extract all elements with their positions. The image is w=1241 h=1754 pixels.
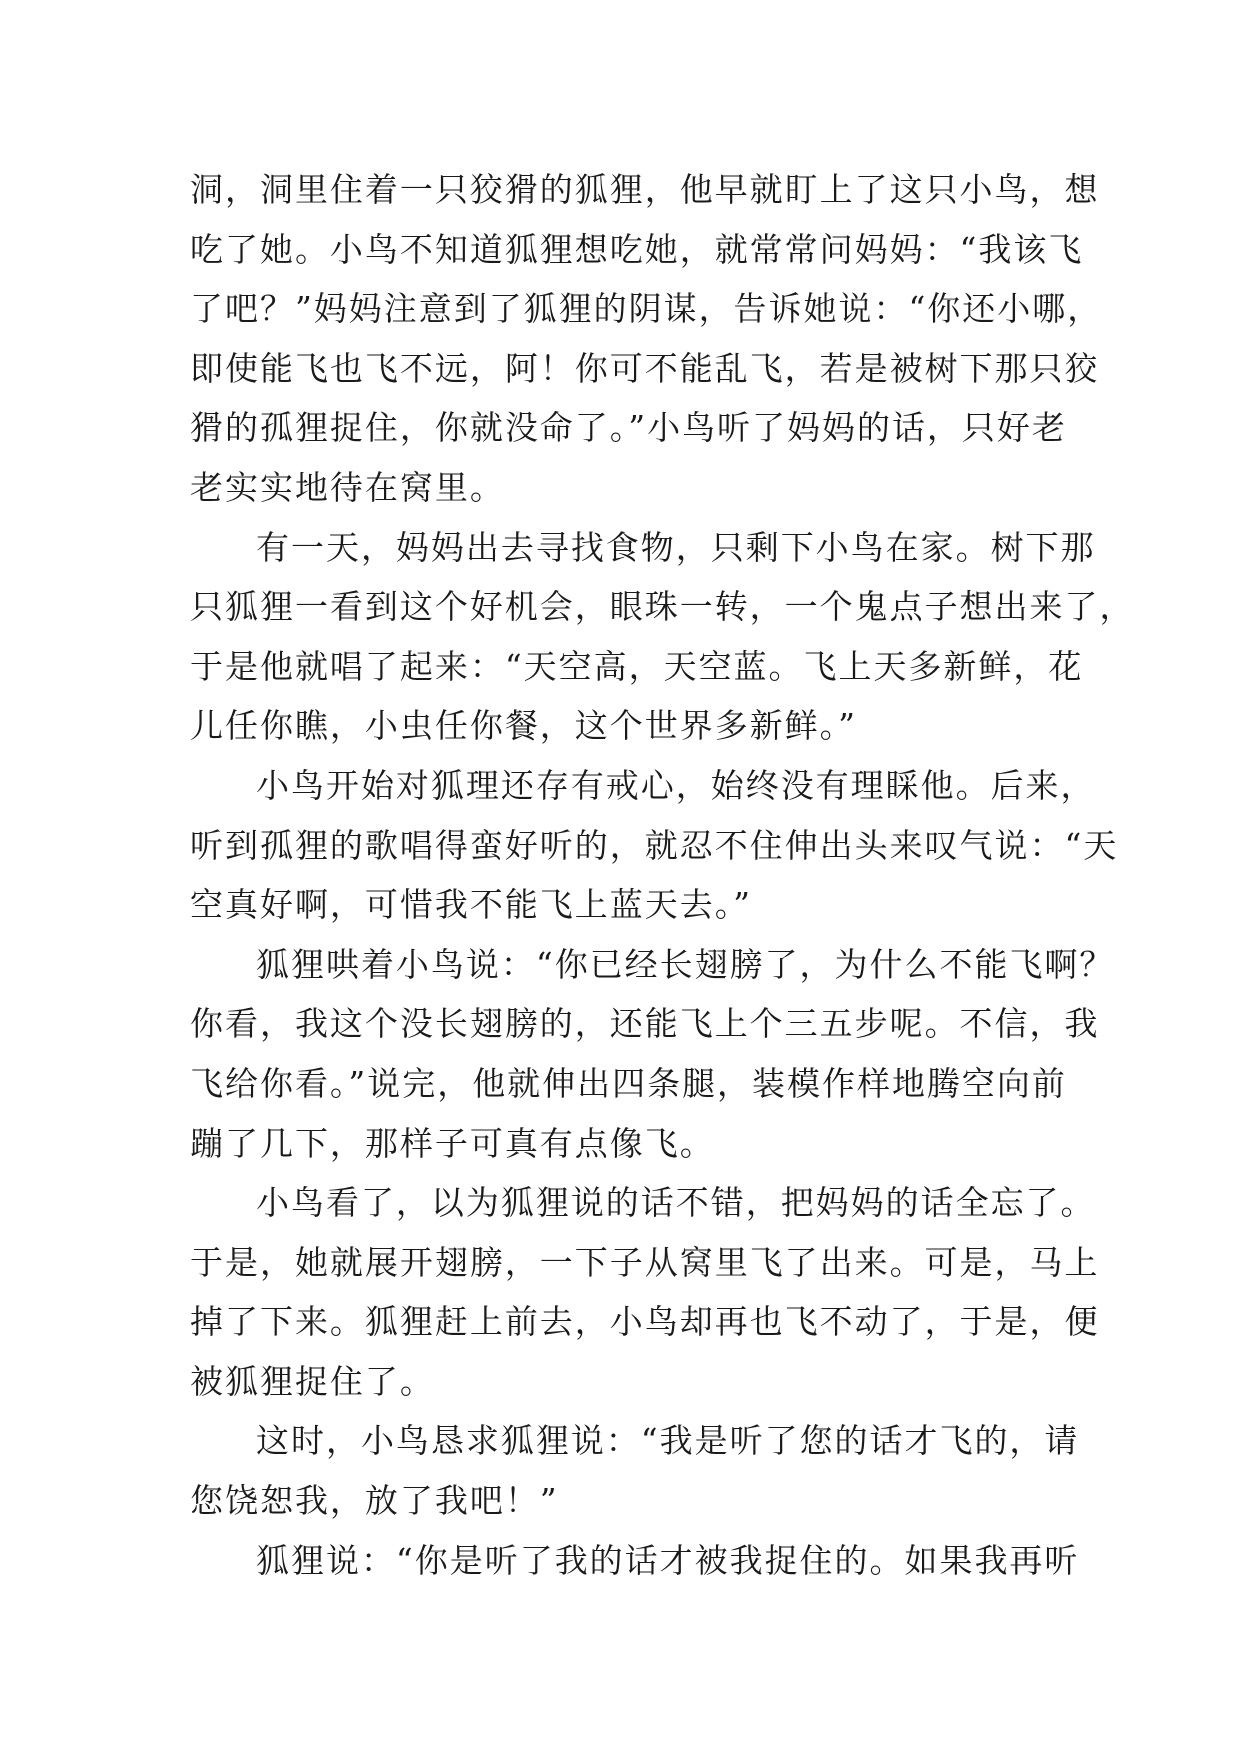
text-line: 儿任你瞧，小虫任你餐，这个世界多新鲜。”: [190, 706, 857, 746]
text-line: 被狐狸捉住了。: [190, 1361, 435, 1401]
text-line: 空真好啊，可惜我不能飞上蓝天去。”: [190, 885, 753, 925]
paragraph-start-line: 小鸟看了，以为狐狸说的话不错，把妈妈的话全忘了。: [256, 1183, 1096, 1223]
text-line: 蹦了几下，那样子可真有点像飞。: [190, 1123, 715, 1163]
paragraph-start-line: 狐狸哄着小鸟说：“你已经长翅膀了，为什么不能飞啊？: [256, 944, 1115, 984]
text-line: 吃了她。小鸟不知道狐狸想吃她，就常常问妈妈：“我该飞: [190, 229, 1084, 269]
text-line: 听到孤狸的歌唱得蛮好听的，就忍不住伸出头来叹气说：“天: [190, 825, 1119, 865]
text-line: 即使能飞也飞不远，阿！你可不能乱飞，若是被树下那只狡: [190, 348, 1100, 388]
text-line: 老实实地待在窝里。: [190, 467, 505, 507]
story-text: [190, 160, 1135, 1590]
paragraph-start-line: 这时，小鸟恳求狐狸说：“我是听了您的话才飞的，请: [256, 1421, 1080, 1461]
paragraph-start-line: 狐狸说：“你是听了我的话才被我捉住的。如果我再听: [256, 1540, 1080, 1580]
text-line: 了吧？”妈妈注意到了狐狸的阴谋，告诉她说：“你还小哪，: [190, 289, 1103, 329]
text-line: 您饶恕我，放了我吧！”: [190, 1481, 559, 1521]
paragraph-start-line: 小鸟开始对狐理还存有戒心，始终没有理睬他。后来，: [256, 765, 1096, 805]
text-line: 猾的孤狸捉住，你就没命了。”小鸟听了妈妈的话，只好老: [190, 408, 1067, 448]
text-line: 于是他就唱了起来：“天空高，天空蓝。飞上天多新鲜，花: [190, 646, 1084, 686]
text-line: 掉了下来。狐狸赶上前去，小鸟却再也飞不动了，于是，便: [190, 1302, 1100, 1342]
text-line: 只狐狸一看到这个好机会，眼珠一转，一个鬼点子想出来了，: [190, 587, 1135, 627]
paragraph-start-line: 有一天，妈妈出去寻找食物，只剩下小鸟在家。树下那: [256, 527, 1096, 567]
text-line: 于是，她就展开翅膀，一下子从窝里飞了出来。可是，马上: [190, 1242, 1100, 1282]
text-line: 洞，洞里住着一只狡猾的狐狸，他早就盯上了这只小鸟，想: [190, 170, 1100, 209]
text-line: 飞给你看。”说完，他就伸出四条腿，装模作样地腾空向前: [190, 1063, 1067, 1103]
text-line: 你看，我这个没长翅膀的，还能飞上个三五步呢。不信，我: [190, 1004, 1100, 1044]
